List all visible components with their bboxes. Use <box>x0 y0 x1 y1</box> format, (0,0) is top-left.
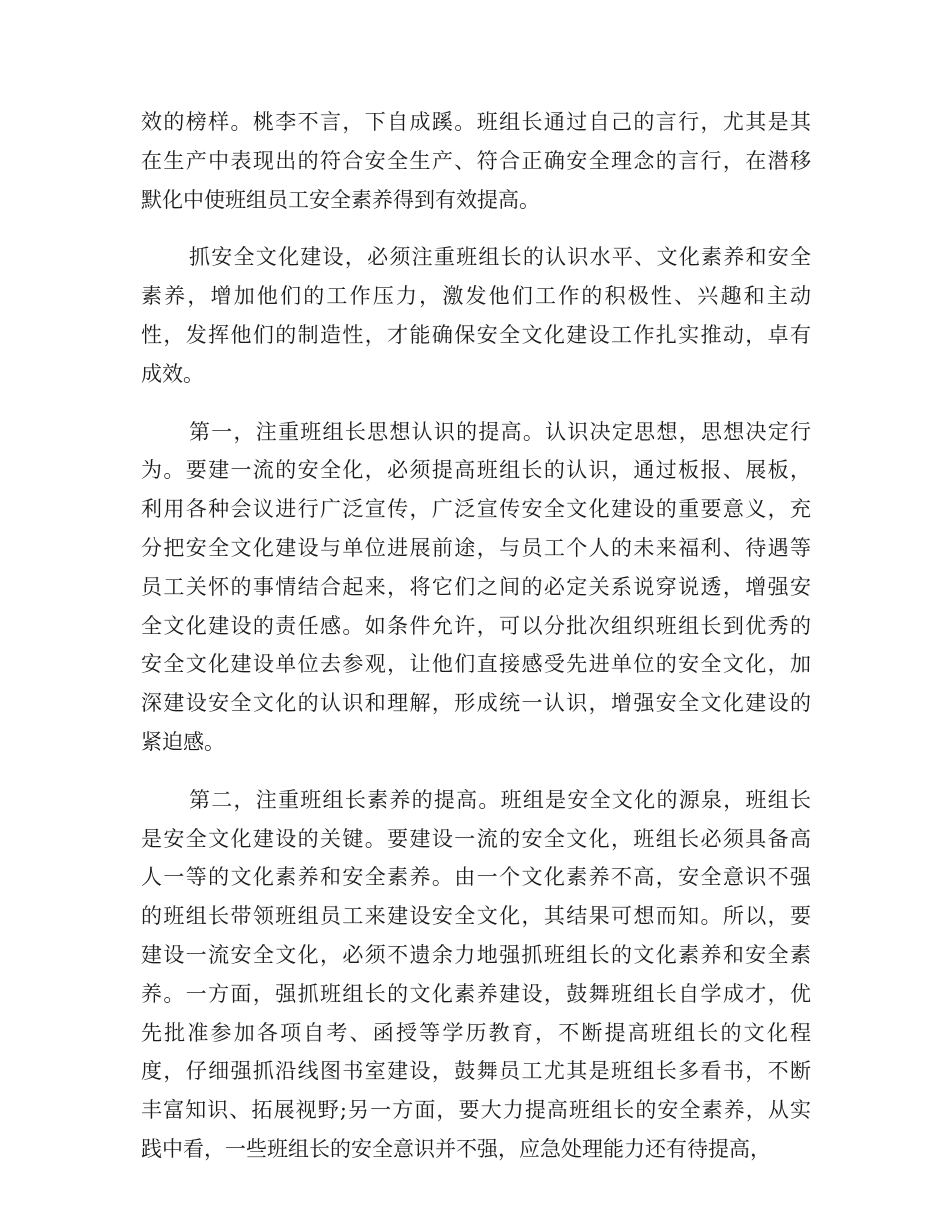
text-line: 性，发挥他们的制造性，才能确保安全文化建设工作扎实推动，卓有 <box>141 322 811 347</box>
text-line: 为。要建一流的安全化，必须提高班组长的认识，通过板报、展板， <box>141 458 811 483</box>
text-line: 抓安全文化建设，必须注重班组长的认识水平、文化素养和安全 <box>189 245 811 270</box>
text-line: 第一，注重班组长思想认识的提高。认识决定思想，思想决定行 <box>189 419 811 444</box>
text-line: 先批准参加各项自考、函授等学历教育，不断提高班组长的文化程 <box>141 1020 811 1045</box>
text-line: 员工关怀的事情结合起来，将它们之间的必定关系说穿说透，增强安 <box>141 574 811 599</box>
text-line: 安全文化建设单位去参观，让他们直接感受先进单位的安全文化，加 <box>141 652 811 677</box>
text-line: 的班组长带领班组员工来建设安全文化，其结果可想而知。所以，要 <box>141 904 811 929</box>
paragraph <box>141 103 811 219</box>
paragraph <box>141 413 811 762</box>
text-line: 养。一方面，强抓班组长的文化素养建设，鼓舞班组长自学成才，优 <box>141 981 811 1006</box>
text-line: 素养，增加他们的工作压力，激发他们工作的积极性、兴趣和主动 <box>141 284 811 309</box>
text-line: 利用各种会议进行广泛宣传，广泛宣传安全文化建设的重要意义，充 <box>141 497 811 522</box>
text-line: 分把安全文化建设与单位进展前途，与员工个人的未来福利、待遇等 <box>141 535 811 560</box>
paragraph <box>141 238 811 393</box>
text-line: 默化中使班组员工安全素养得到有效提高。 <box>141 187 540 212</box>
document-body <box>141 103 811 1188</box>
text-line: 深建设安全文化的认识和理解，形成统一认识，增强安全文化建设的 <box>141 691 811 716</box>
text-line: 成效。 <box>141 361 204 386</box>
text-line: 践中看，一些班组长的安全意识并不强，应急处理能力还有待提高， <box>141 1136 771 1161</box>
text-line: 紧迫感。 <box>141 729 225 754</box>
text-line: 建设一流安全文化，必须不遗余力地强抓班组长的文化素养和安全素 <box>141 942 811 967</box>
text-line: 丰富知识、拓展视野;另一方面，要大力提高班组长的安全素养，从实 <box>141 1098 811 1123</box>
text-line: 是安全文化建设的关键。要建设一流的安全文化，班组长必须具备高 <box>141 826 811 851</box>
text-line: 效的榜样。桃李不言，下自成蹊。班组长通过自己的言行，尤其是其 <box>141 110 811 134</box>
text-line: 度，仔细强抓沿线图书室建设，鼓舞员工尤其是班组长多看书，不断 <box>141 1059 811 1084</box>
text-line: 人一等的文化素养和安全素养。由一个文化素养不高，安全意识不强 <box>141 865 811 890</box>
paragraph <box>141 781 811 1169</box>
text-line: 第二，注重班组长素养的提高。班组是安全文化的源泉，班组长 <box>189 787 811 812</box>
text-line: 全文化建设的责任感。如条件允许，可以分批次组织班组长到优秀的 <box>141 613 811 638</box>
text-line: 在生产中表现出的符合安全生产、符合正确安全理念的言行，在潜移 <box>141 148 811 173</box>
